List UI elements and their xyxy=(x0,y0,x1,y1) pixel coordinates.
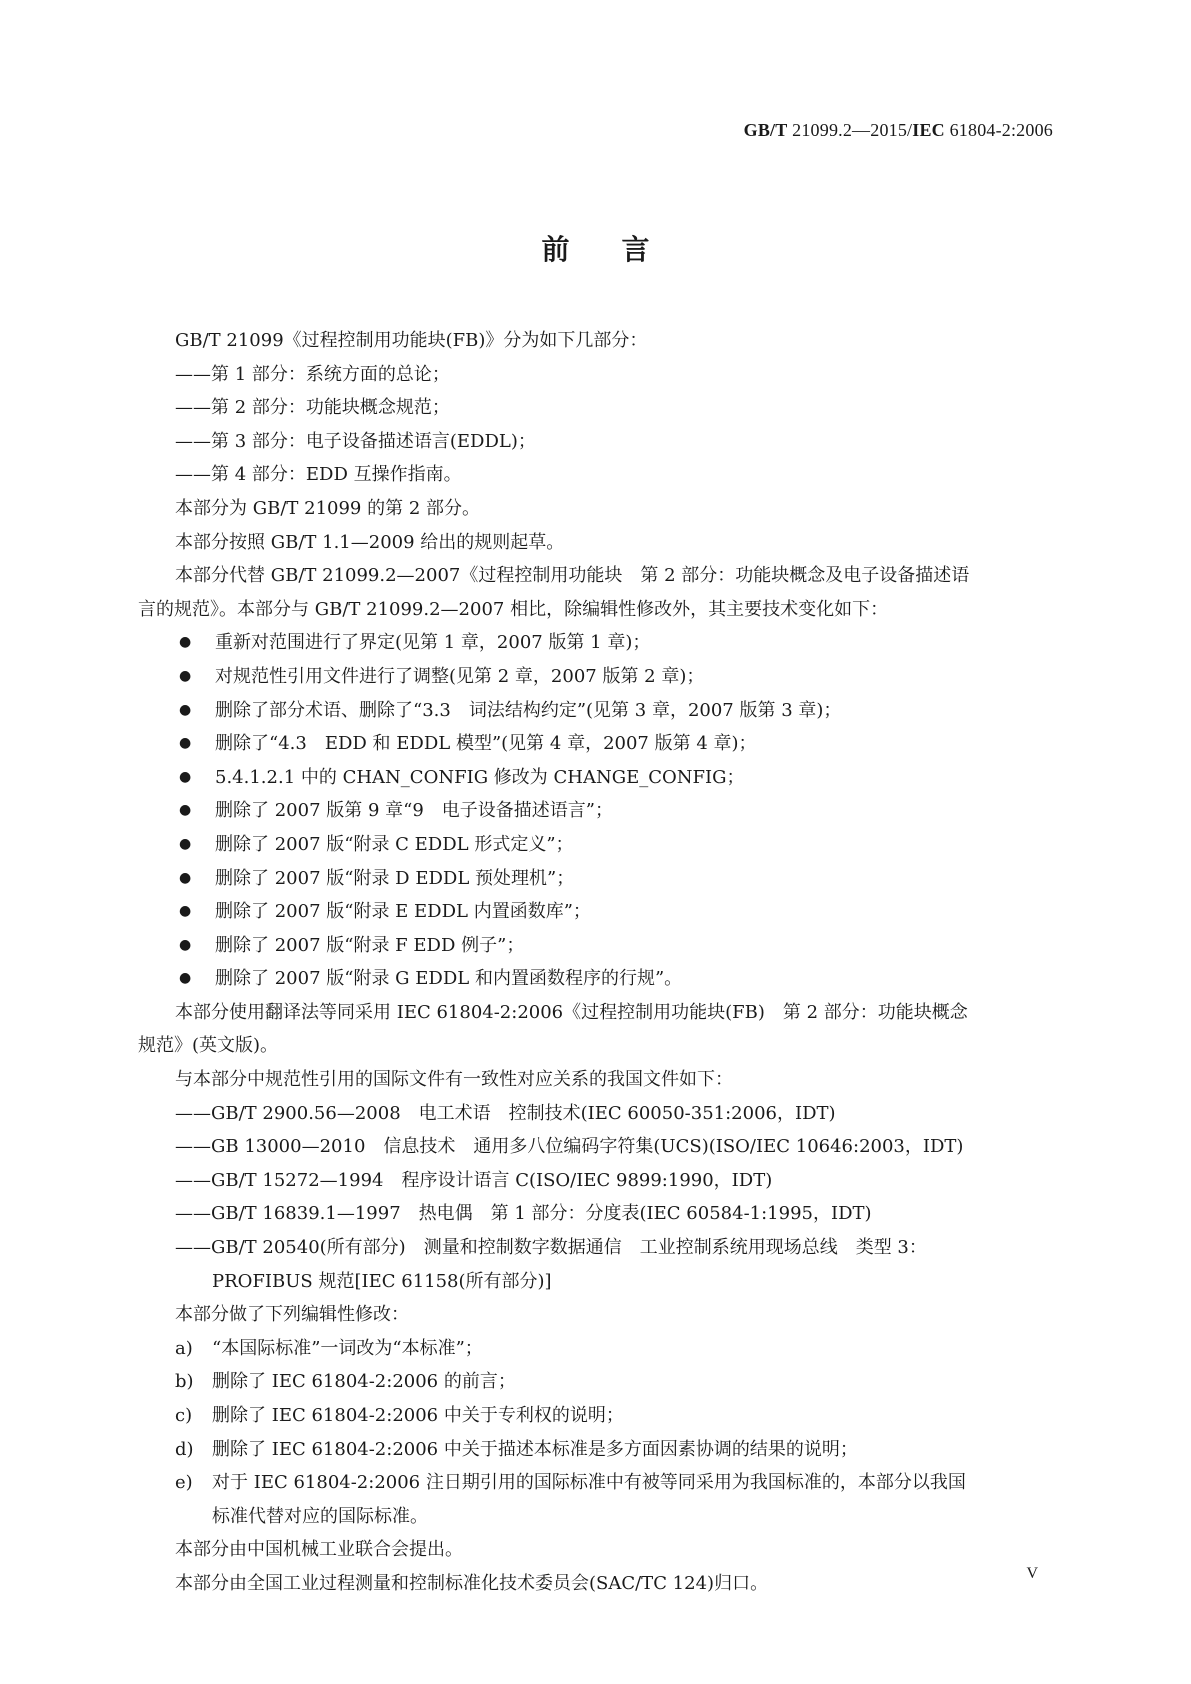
bullet-icon: ● xyxy=(179,835,192,852)
page-number: V xyxy=(1026,1565,1038,1582)
standard-prefix: GB/T xyxy=(743,120,788,140)
centralized-by-statement: 本部分由全国工业过程测量和控制标准化技术委员会(SAC/TC 124)归口。 xyxy=(175,1572,769,1594)
change-item: ● 删除了 2007 版“附录 D EDDL 预处理机”； xyxy=(175,862,1055,896)
edit-item: d) 删除了 IEC 61804-2:2006 中关于描述本标准是多方面因素协调的结果的说明； xyxy=(175,1438,858,1460)
edits-intro: 本部分做了下列编辑性修改： xyxy=(175,1304,409,1326)
translation-statement-line-2: 规范》(英文版)。 xyxy=(138,1035,279,1057)
change-item: ● 重新对范围进行了界定(见第 1 章，2007 版第 1 章)； xyxy=(175,626,1055,660)
title-char-1: 前 xyxy=(541,233,570,266)
part-statement: 本部分为 GB/T 21099 的第 2 部分。 xyxy=(175,497,480,519)
reference-item: ——GB 13000—2010 信息技术 通用多八位编码字符集(UCS)(ISO/IEC 10646:2003，IDT) xyxy=(175,1136,964,1158)
change-item: ● 对规范性引用文件进行了调整(见第 2 章，2007 版第 2 章)； xyxy=(175,660,1055,694)
change-item: ● 删除了 2007 版“附录 G EDDL 和内置函数程序的行规”。 xyxy=(175,962,1055,996)
change-item: ● 删除了部分术语、删除了“3.3 词法结构约定”(见第 3 章，2007 版第 3 章)； xyxy=(175,694,1055,728)
part-item: ——第 1 部分：系统方面的总论； xyxy=(175,363,450,385)
title-char-2: 言 xyxy=(621,233,650,266)
translation-statement-line-1: 本部分使用翻译法等同采用 IEC 61804-2:2006《过程控制用功能块(FB) 第 2 部分：功能块概念 xyxy=(175,1001,968,1023)
document-code-header xyxy=(744,120,1053,141)
references-intro: 与本部分中规范性引用的国际文件有一致性对应关系的我国文件如下： xyxy=(175,1069,733,1091)
bullet-icon: ● xyxy=(179,869,192,886)
change-item: ● 删除了 2007 版“附录 C EDDL 形式定义”； xyxy=(175,828,1055,862)
standard-number: 21099.2—2015/ xyxy=(787,120,913,140)
edit-item: b) 删除了 IEC 61804-2:2006 的前言； xyxy=(175,1371,516,1393)
foreword-body xyxy=(138,324,1055,1601)
rules-statement: 本部分按照 GB/T 1.1—2009 给出的规则起草。 xyxy=(175,531,565,553)
edit-item-continuation: 标准代替对应的国际标准。 xyxy=(212,1505,428,1527)
edit-item: e) 对于 IEC 61804-2:2006 注日期引用的国际标准中有被等同采用为我国标准的，本部分以我国 xyxy=(175,1472,966,1494)
bullet-icon: ● xyxy=(179,768,192,785)
part-item: ——第 3 部分：电子设备描述语言(EDDL)； xyxy=(175,430,536,452)
change-item: ● 删除了 2007 版“附录 E EDDL 内置函数库”； xyxy=(175,895,1055,929)
bullet-icon: ● xyxy=(179,735,192,752)
change-item: ● 删除了 2007 版“附录 F EDD 例子”； xyxy=(175,929,1055,963)
replace-statement-line-2: 言的规范》。本部分与 GB/T 21099.2—2007 相比，除编辑性修改外，其主要技术变化如下： xyxy=(138,598,889,620)
bullet-icon: ● xyxy=(179,903,192,920)
edit-item: a) “本国际标准”一词改为“本标准”； xyxy=(175,1337,483,1359)
bullet-icon: ● xyxy=(179,970,192,987)
bullet-icon: ● xyxy=(179,701,192,718)
change-item: ● 删除了“4.3 EDD 和 EDDL 模型”(见第 4 章，2007 版第 4 章)； xyxy=(175,727,1055,761)
part-item: ——第 4 部分：EDD 互操作指南。 xyxy=(175,464,462,486)
reference-item: ——GB/T 2900.56—2008 电工术语 控制技术(IEC 60050-351:2006，IDT) xyxy=(175,1102,836,1124)
part-item: ——第 2 部分：功能块概念规范； xyxy=(175,397,450,419)
iec-prefix: IEC xyxy=(912,120,945,140)
proposed-by-statement: 本部分由中国机械工业联合会提出。 xyxy=(175,1539,463,1561)
page-title xyxy=(0,228,1191,268)
edit-item: c) 删除了 IEC 61804-2:2006 中关于专利权的说明； xyxy=(175,1405,624,1426)
reference-item: ——GB/T 16839.1—1997 热电偶 第 1 部分：分度表(IEC 60584-1:1995，IDT) xyxy=(175,1203,872,1225)
replace-statement-line-1: 本部分代替 GB/T 21099.2—2007《过程控制用功能块 第 2 部分：功能块概念及电子设备描述语 xyxy=(175,565,970,587)
bullet-icon: ● xyxy=(179,667,192,684)
change-item: ● 5.4.1.2.1 中的 CHAN_CONFIG 修改为 CHANGE_CONFIG； xyxy=(175,761,1055,795)
change-item: ● 删除了 2007 版第 9 章“9 电子设备描述语言”； xyxy=(175,794,1055,828)
intro-paragraph: GB/T 21099《过程控制用功能块(FB)》分为如下几部分： xyxy=(175,330,648,351)
reference-item: ——GB/T 20540(所有部分) 测量和控制数字数据通信 工业控制系统用现场总线 类型 3： xyxy=(175,1237,927,1259)
reference-item: ——GB/T 15272—1994 程序设计语言 C(ISO/IEC 9899:1990，IDT) xyxy=(175,1169,773,1191)
iec-number: 61804-2:2006 xyxy=(944,120,1053,140)
bullet-icon: ● xyxy=(179,802,192,819)
bullet-icon: ● xyxy=(179,634,192,651)
reference-item-continuation: PROFIBUS 规范[IEC 61158(所有部分)] xyxy=(212,1270,552,1292)
bullet-icon: ● xyxy=(179,936,192,953)
